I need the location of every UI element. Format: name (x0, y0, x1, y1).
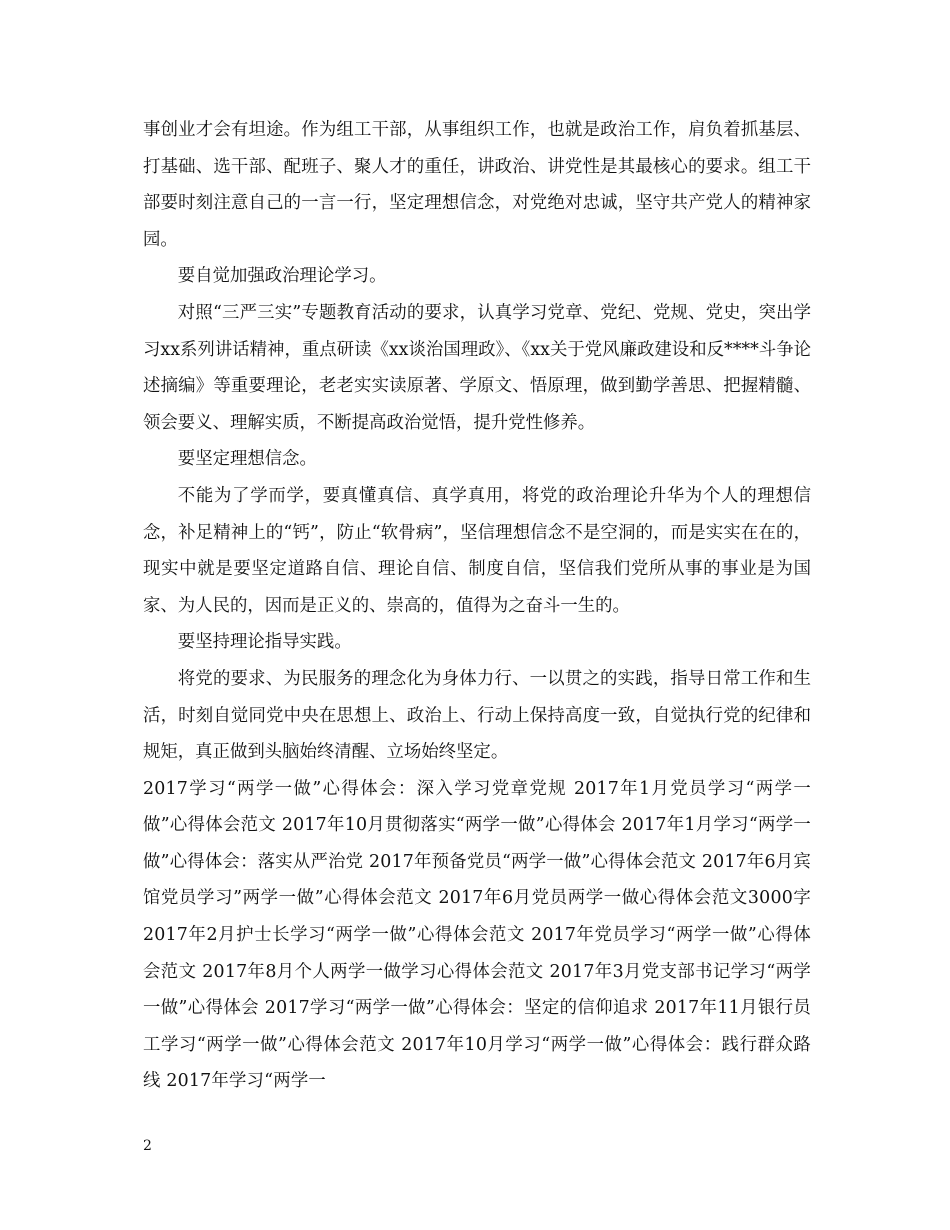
paragraph-firm-ideals: 不能为了学而学，要真懂真信、真学真用，将党的政治理论升华为个人的理想信念，补足精神上的“钙”，防止“软骨病”，坚信理想信念不是空洞的，而是实实在在的，现实中就是要坚定道路自信、理论自信、制度自信，坚信我们党所从事的事业是为国家、为人民的，因而是正义的、崇高的，值得为之奋斗一生的。 (143, 485, 811, 616)
heading-political-theory-study: 要自觉加强政治理论学习。 (177, 266, 387, 287)
paragraph-theory-study: 对照“三严三实”专题教育活动的要求，认真学习党章、党纪、党规、党史，突出学习xx系列讲话精神，重点研读《xx谈治国理政》、《xx关于党风廉政建设和反****斗争论述摘编》等重要理论，老老实实读原著、学原文、悟原理，做到勤学善思、把握精髓、领会要义、理解实质，不断提高政治觉悟，提升党性修养。 (143, 302, 811, 433)
related-articles-list: 2017学习“两学一做”心得体会：深入学习党章党规 2017年1月党员学习“两学一做”心得体会范文 2017年10月贯彻落实“两学一做”心得体会 2017年1月学习“两学一做”心得体会：落实从严治党 2017年预备党员“两学一做”心得体会范文 2017年6月宾馆党员学习”两学一做”心得体会范文 2017年6月党员两学一做心得体会范文3000字 2017年2月护士长学习“两学一做”心得体会范文 2017年党员学习“两学一做”心得体会范文 2017年8月个人两学一做学习心得体会范文 2017年3月党支部书记学习“两学一做”心得体会 2017学习“两学一做”心得体会：坚定的信仰追求 2017年11月银行员工学习“两学一做”心得体会范文 2017年10月学习“两学一做”心得体会：践行群众路线 2017年学习“两学一 (143, 778, 811, 1092)
heading-firm-ideals: 要坚定理想信念。 (177, 449, 317, 470)
page-number: 2 (143, 1138, 152, 1154)
paragraph-theory-guides-practice: 将党的要求、为民服务的理念化为身体力行、一以贯之的实践，指导日常工作和生活，时刻自觉同党中央在思想上、政治上、行动上保持高度一致，自觉执行党的纪律和规矩，真正做到头脑始终清醒、立场始终坚定。 (143, 668, 811, 763)
heading-theory-guides-practice: 要坚持理论指导实践。 (177, 632, 352, 653)
paragraph-continuation: 事创业才会有坦途。作为组工干部，从事组织工作，也就是政治工作，肩负着抓基层、打基础、选干部、配班子、聚人才的重任，讲政治、讲党性是其最核心的要求。组工干部要时刻注意自己的一言一行，坚定理想信念，对党绝对忠诚，坚守共产党人的精神家园。 (143, 120, 811, 250)
document-body (143, 112, 811, 1100)
